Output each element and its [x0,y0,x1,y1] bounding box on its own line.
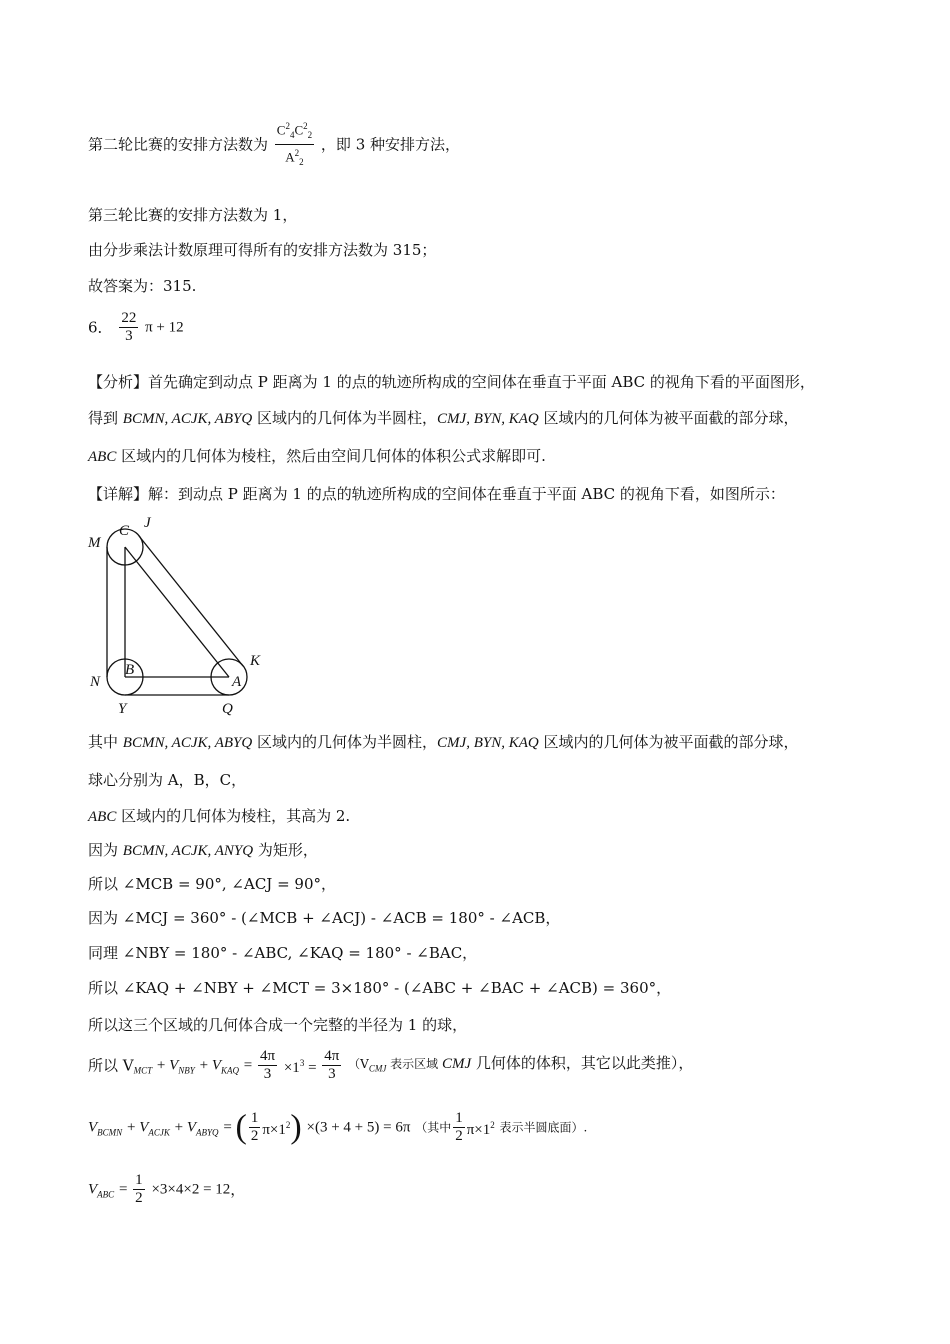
volume-cylinder-line: $V_{BCMN} + V_{ACJK} + V_{ABYQ}$ = ( $\frac{1}{2}$ $\pi\times 1^2) \times(3 + 4 + 5) = 6\pi$ （其中 $\frac{1}{2}$ $\pi\times 1^2$ 表示半圆底面）. [88,1108,588,1146]
detail-line: 【详解】解：到动点 P 距离为 1 的点的轨迹所构成的空间体在垂直于平面 ABC 的视角下看，如图所示： [88,485,785,503]
analysis-line-3: ABC 区域内的几何体为棱柱，然后由空间几何体的体积公式求解即可. [88,447,546,465]
combination-fraction: $\frac{C^2_4C^2_2}{A^2_2}$ [275,118,314,171]
after-fig-line-2: 球心分别为 A，B，C， [88,771,247,789]
geometry-figure [82,510,282,720]
label-y: Y [118,701,127,717]
label-b: B [125,662,135,678]
edge-j-k [139,536,243,666]
label-j: J [144,515,151,531]
angle-line-3: 同理 ∠NBY = 180° - ∠ABC, ∠KAQ = 180° - ∠BAC， [88,944,478,962]
sphere-line: 所以这三个区域的几何体合成一个完整的半径为 1 的球， [88,1016,468,1034]
angle-line-2: 因为 ∠MCJ = 360° - (∠MCB + ∠ACJ) - ∠ACB = 180° - ∠ACB， [88,909,561,927]
label-n: N [90,674,101,690]
angle-line-4: 所以 ∠KAQ + ∠NBY + ∠MCT = 3×180° - (∠ABC + ∠BAC + ∠ACB) = 360°， [88,979,672,997]
line-multiplication-principle: 由分步乘法计数原理可得所有的安排方法数为 315； [88,241,437,259]
after-fig-line-4: 因为 BCMN, ACJK, ANYQ 为矩形， [88,841,318,859]
after-fig-line-1: 其中 BCMN, ACJK, ABYQ 区域内的几何体为半圆柱，CMJ, BYN, KAQ 区域内的几何体为被平面截的部分球， [88,733,799,751]
line-answer: 故答案为：315. [88,277,197,295]
after-fig-line-3: ABC 区域内的几何体为棱柱，其高为 2. [88,807,351,825]
analysis-line-2: 得到 BCMN, ACJK, ABYQ 区域内的几何体为半圆柱，CMJ, BYN, KAQ 区域内的几何体为被平面截的部分球， [88,409,799,427]
label-m: M [88,535,101,551]
volume-prism-line: $V_{ABC}$ = $\frac{1}{2}$ ×3×4×2 = 12， [88,1172,246,1206]
angle-line-1: 所以 ∠MCB = 90°, ∠ACJ = 90°， [88,875,337,893]
label-q: Q [222,701,233,717]
label-a: A [232,674,242,690]
analysis-line-1: 【分析】首先确定到动点 P 距离为 1 的点的轨迹所构成的空间体在垂直于平面 ABC 的视角下看的平面图形， [88,373,815,391]
label-k: K [250,653,261,669]
label-c: C [119,523,130,539]
line-second-round: 第二轮比赛的安排方法数为 $\frac{C^2_4C^2_2}{A^2_2}$ ，即 3 种安排方法， [88,118,460,166]
answer-6: 6． $\frac{22}{3}$ π + 12 [88,310,184,344]
edge-c-a [125,547,229,677]
line-third-round: 第三轮比赛的安排方法数为 1， [88,206,298,224]
volume-sphere-line: 所以 $V_{MCT} + V_{NBY} + V_{KAQ}$ = $\frac{4\pi}{3}$ $\times 1^3$ = $\frac{4\pi}{3}$ （$V_{CMJ}$ 表示区域 CMJ 几何体的体积，其它以此类推）， [88,1048,694,1082]
